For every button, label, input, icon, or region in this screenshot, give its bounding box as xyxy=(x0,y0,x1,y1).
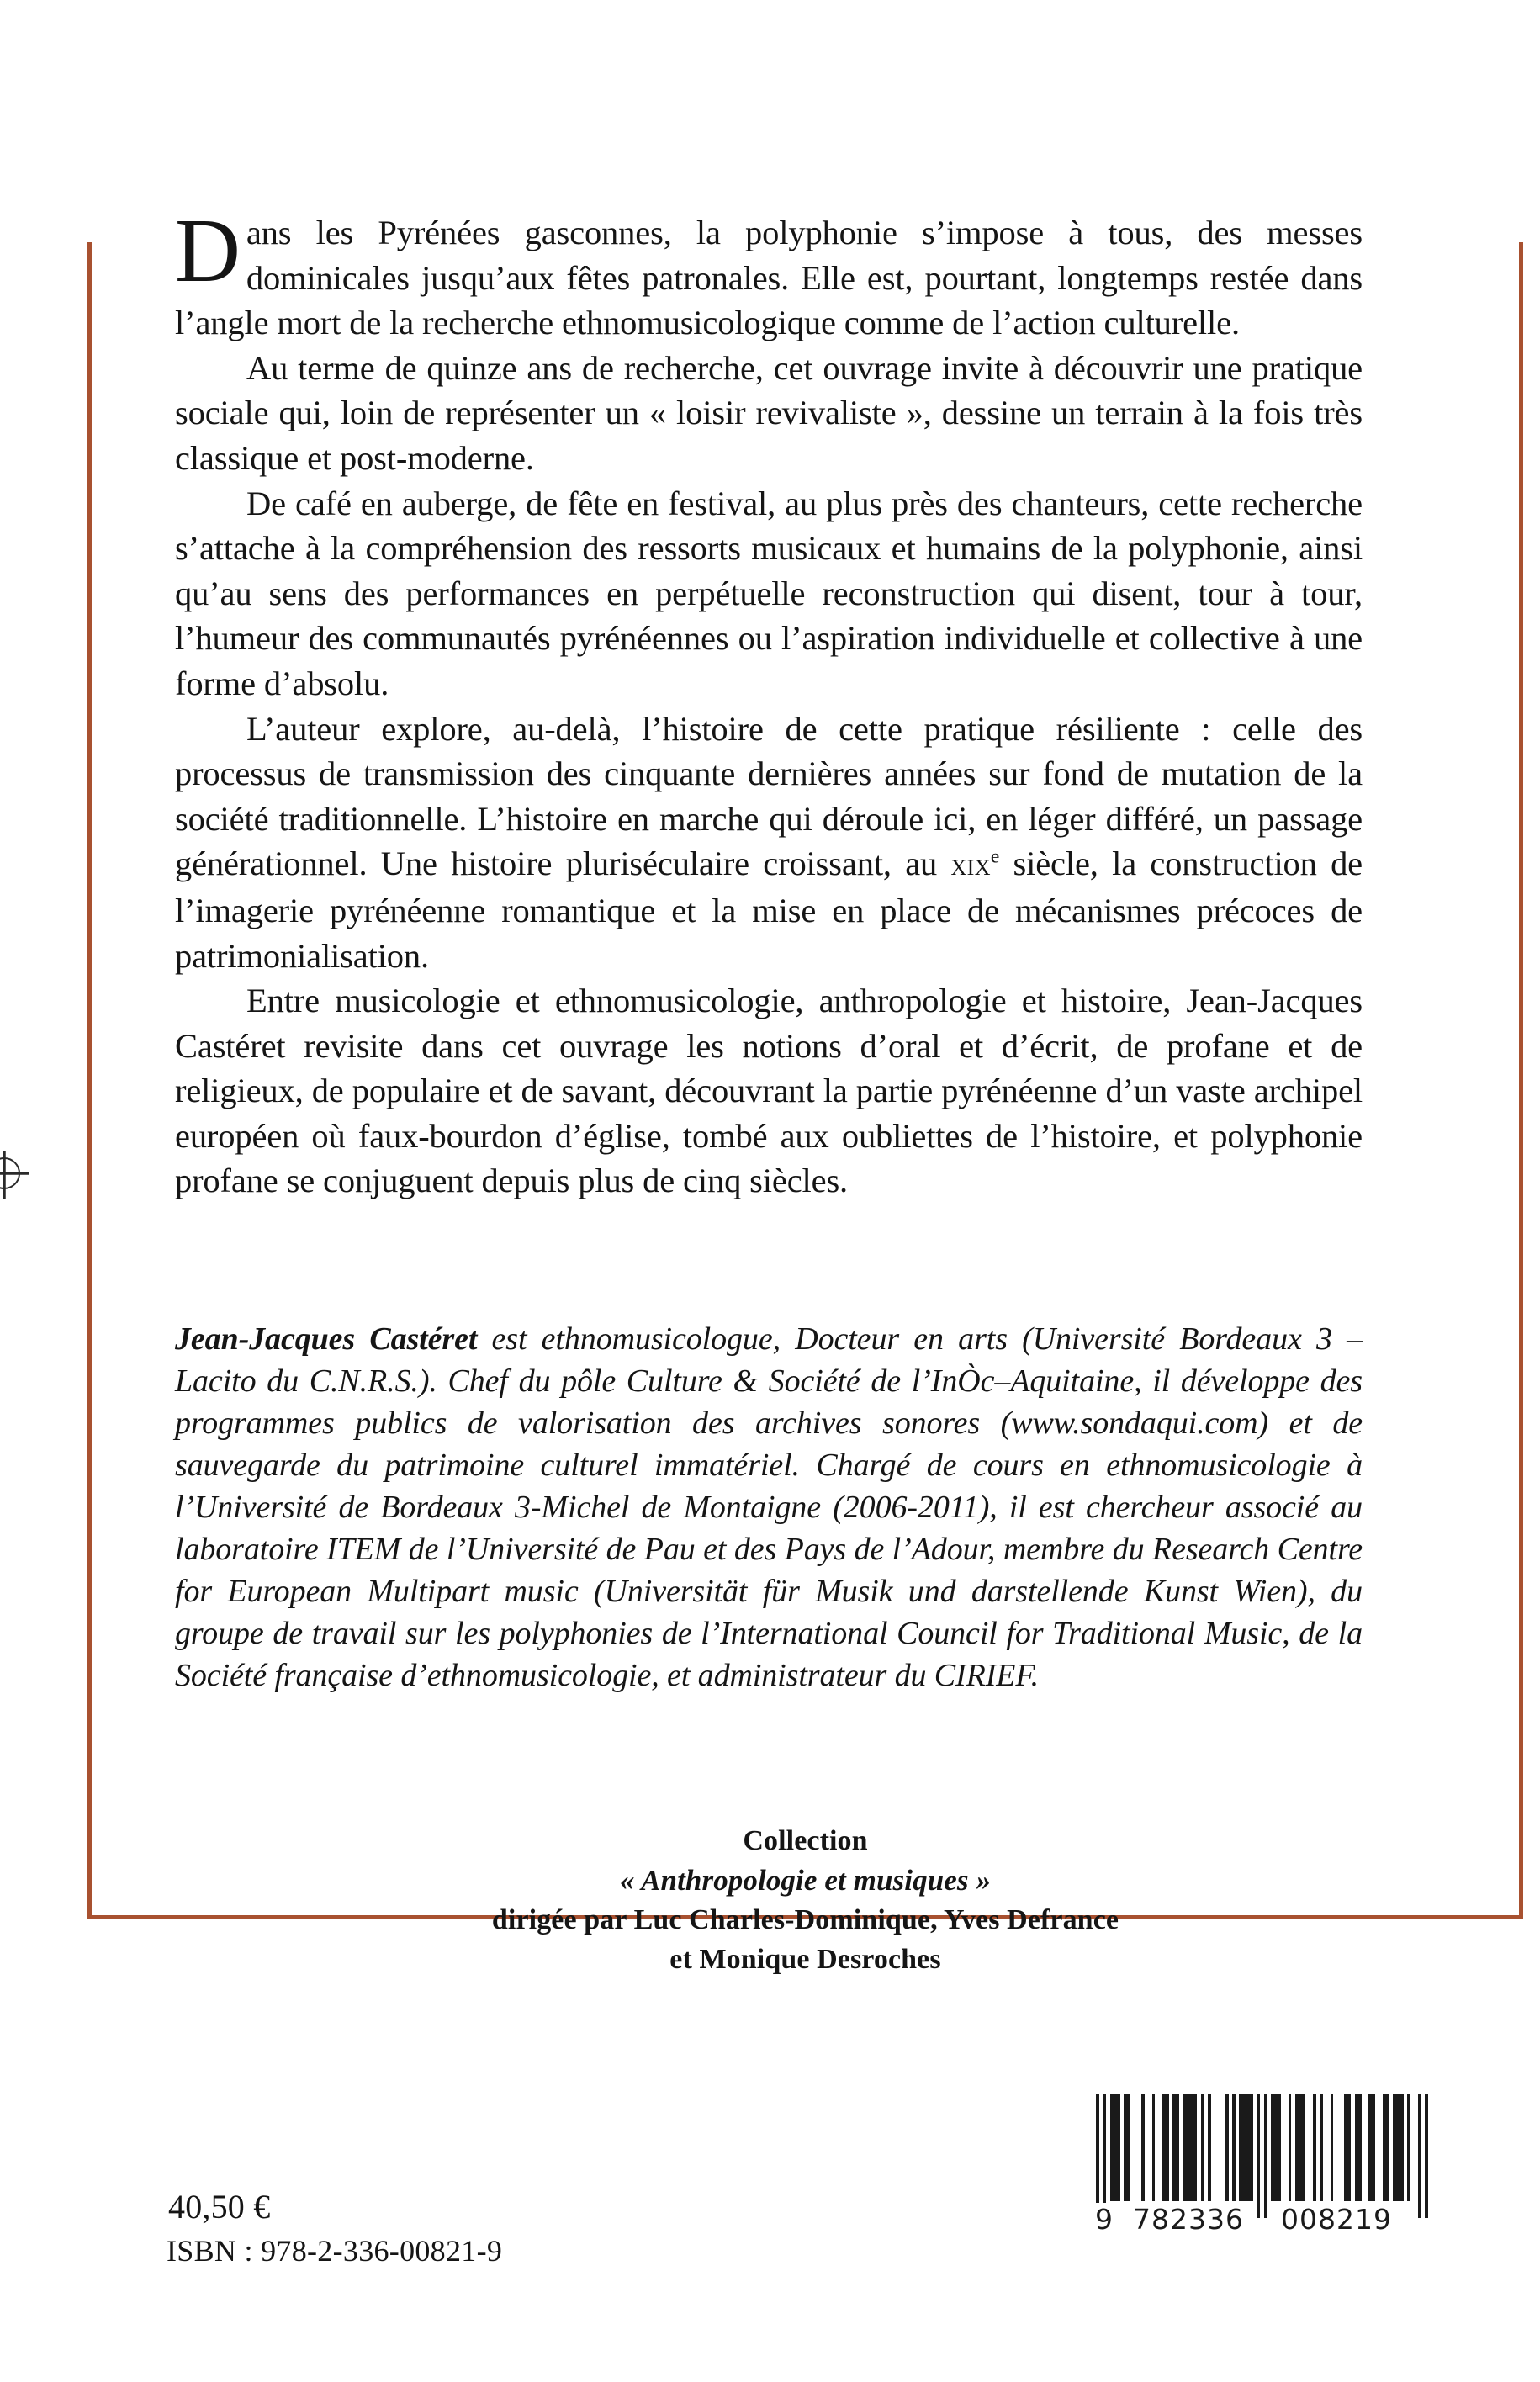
blurb-paragraph-1 xyxy=(175,201,1363,346)
blurb-paragraph-4-pre: L’auteur explore, au-delà, l’histoire de cette pratique résiliente : celle des processus de transmission des cinquante dernières années sur fond de mutation de la société traditionnelle. L’histoire en marche qui déroule ici, en léger différé, un passage générationnel. Une histoire pluriséculaire croissant, au xyxy=(175,709,1363,883)
author-name: Jean-Jacques Castéret xyxy=(175,1321,478,1357)
drop-cap: D xyxy=(175,201,241,301)
collection-series-title xyxy=(87,1861,1523,1900)
collection-directors-line-2: et Monique Desroches xyxy=(669,1944,941,1975)
collection-label: Collection xyxy=(743,1825,868,1856)
barcode-digit-leading: 9 xyxy=(1095,2203,1114,2236)
century-ordinal: e xyxy=(990,845,1000,868)
frame-border-left xyxy=(87,242,92,1919)
barcode-digits xyxy=(1096,2201,1428,2238)
century-smallcaps: xix xyxy=(950,848,991,883)
blurb-paragraph-2: Au terme de quinze ans de recherche, cet ouvrage invite à découvrir une pratique sociale qui, loin de représenter un « loisir revivaliste », dessine un terrain à la fois très classique et post-moderne. xyxy=(175,348,1363,477)
barcode-digit-group-2: 008219 xyxy=(1281,2203,1392,2236)
author-bio xyxy=(175,1318,1363,1697)
ean13-barcode xyxy=(1096,2094,1428,2253)
author-bio-paragraph xyxy=(175,1318,1363,1697)
collection-series-title-text: « Anthropologie et musiques » xyxy=(606,1864,1004,1897)
price-label: 40,50 € xyxy=(168,2188,271,2226)
frame-border-right xyxy=(1519,242,1523,1919)
barcode-bars xyxy=(1096,2094,1428,2218)
blurb-paragraph-4-post: siècle, la construction de l’imagerie pyrénéenne romantique et la mise en place de mécanismes précoces de patrimonialisation. xyxy=(175,844,1363,975)
collection-block xyxy=(87,1821,1523,1979)
blurb-paragraph-3: De café en auberge, de fête en festival, au plus près des chanteurs, cette recherche s’attache à la compréhension des ressorts musicaux et humains de la polyphonie, ainsi qu’au sens des performances en perpétuelle reconstruction qui disent, tour à tour, l’humeur des communautés pyrénéennes ou l’aspiration individuelle et collective à une forme d’absolu. xyxy=(175,484,1363,702)
back-cover-blurb xyxy=(175,201,1363,1204)
registration-mark xyxy=(0,1157,20,1189)
blurb-paragraph-5: Entre musicologie et ethnomusicologie, anthropologie et histoire, Jean-Jacques Castéret revisite dans cet ouvrage les notions d’oral et d’écrit, de profane et de religieux, de populaire et de savant, découvrant la partie pyrénéenne d’un vaste archipel européen où faux-bourdon d’église, tombé aux oubliettes de l’histoire, et polyphonie profane se conjuguent depuis plus de cinq siècles. xyxy=(175,982,1363,1200)
author-bio-text: est ethnomusicologue, Docteur en arts (Université Bordeaux 3 – Lacito du C.N.R.S.). Chef du pôle Culture & Société de l’InÒc–Aquitaine, il développe des programmes publics de valorisation des archives sonores (www.sondaqui.com) et de sauvegarde du patrimoine culturel immatériel. Chargé de cours en ethnomusicologie à l’Université de Bordeaux 3-Michel de Montaigne (2006-2011), il est chercheur associé au laboratoire ITEM de l’Université de Pau et des Pays de l’Adour, membre du Research Centre for European Multipart music (Universität für Musik und darstellende Kunst Wien), du groupe de travail sur les polyphonies de l’International Council for Traditional Music, de la Société française d’ethnomusicologie, et administrateur du CIRIEF. xyxy=(175,1321,1363,1693)
collection-directors-line-1: dirigée par Luc Charles-Dominique, Yves Defrance xyxy=(491,1904,1119,1935)
isbn-label: ISBN : 978-2-336-00821-9 xyxy=(167,2234,503,2268)
barcode-digit-group-1: 782336 xyxy=(1133,2203,1244,2236)
blurb-paragraph-4 xyxy=(175,707,1363,979)
blurb-paragraph-1-text: ans les Pyrénées gasconnes, la polyphonie s’impose à tous, des messes dominicales jusqu’aux fêtes patronales. Elle est, pourtant, longtemps restée dans l’angle mort de la recherche ethnomusicologique comme de l’action culturelle. xyxy=(175,214,1363,342)
